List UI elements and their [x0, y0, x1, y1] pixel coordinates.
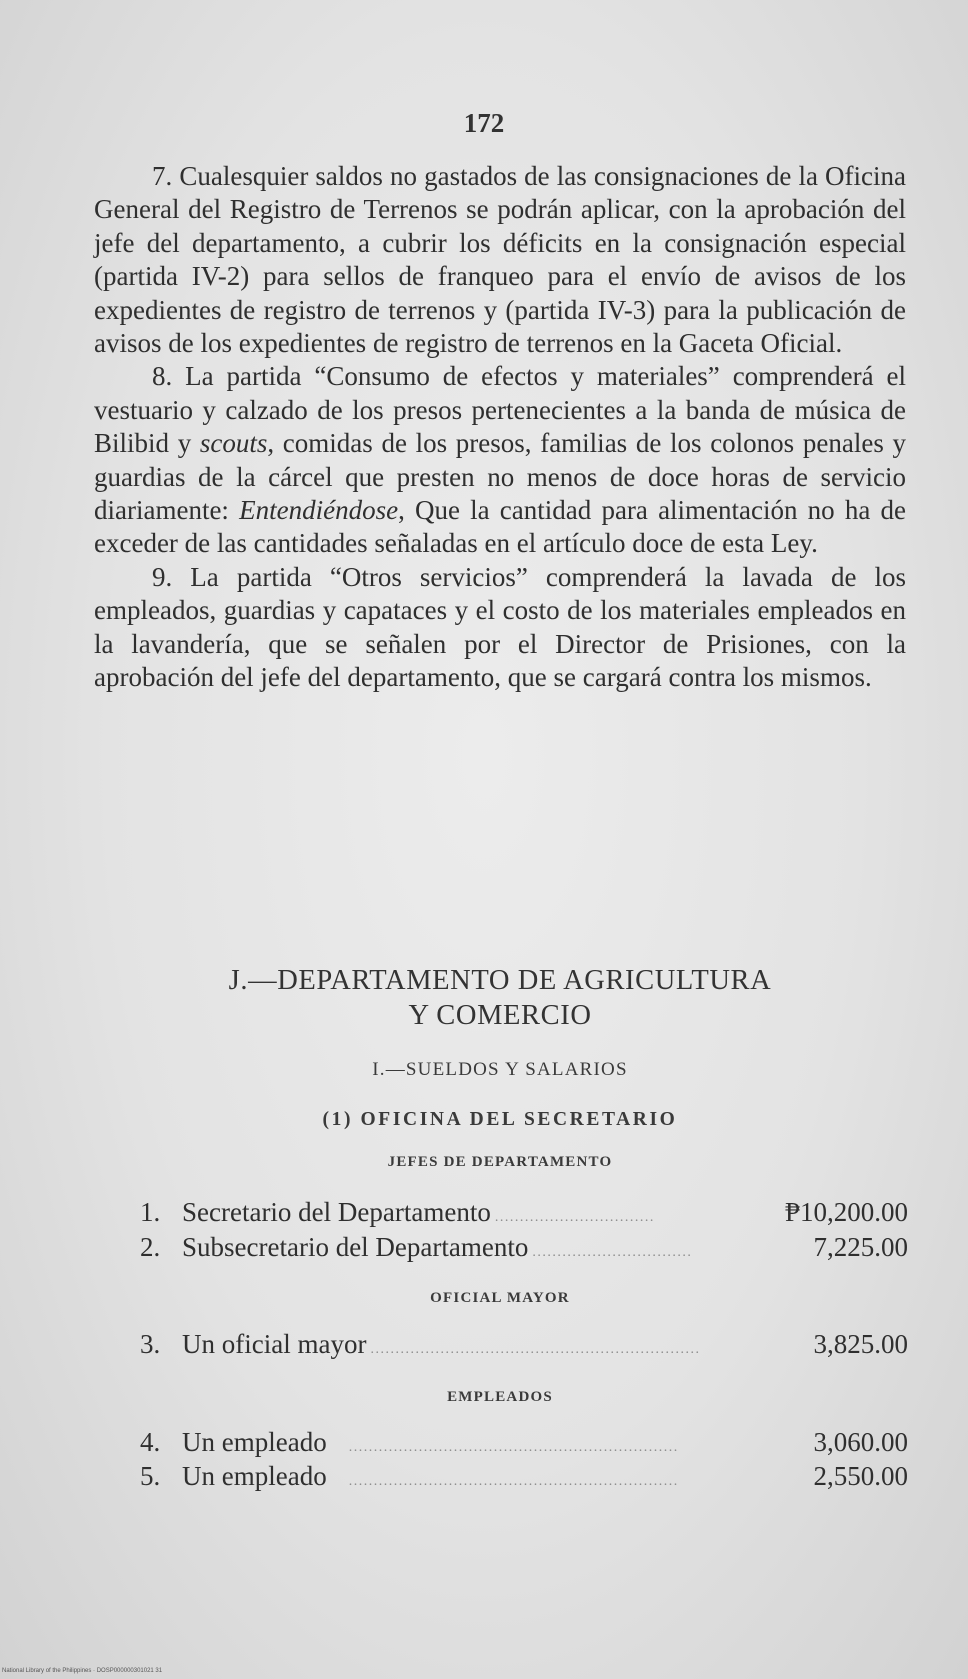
section-title-line2: Y COMERCIO	[408, 1000, 592, 1031]
paragraph-8-italic-scouts: scouts	[199, 428, 268, 459]
leader-dots: ..................................................................	[348, 1474, 679, 1489]
section-title-line1: J.—DEPARTAMENTO DE AGRICULTURA	[228, 965, 772, 996]
row-number: 3.	[140, 1329, 161, 1359]
budget-row	[140, 1197, 908, 1231]
leader-dots: ..................................................................	[370, 1342, 701, 1357]
row-label: Un empleado	[182, 1461, 327, 1491]
group-heading-jefes: JEFES DE DEPARTAMENTO	[387, 1154, 613, 1170]
row-number: 1.	[140, 1197, 161, 1227]
group-heading-oficial-mayor: OFICIAL MAYOR	[430, 1290, 570, 1306]
row-label: Un empleado	[182, 1427, 327, 1457]
section-heading	[94, 963, 906, 1033]
row-amount: 3,825.00	[813, 1329, 908, 1359]
scan-footer: National Library of the Philippines · DOSP000000301021 31	[2, 1668, 163, 1674]
group-heading-empleados: EMPLEADOS	[447, 1389, 553, 1405]
page-number: 172	[463, 108, 505, 138]
budget-row	[140, 1329, 908, 1363]
paragraph-8-text: 8. La partida “Consumo de efectos y materiales” comprenderá el vestuario y calzado de los presos pertenecientes a la banda de música de Bilibid y	[94, 361, 906, 459]
paragraph-8-text-cont: , comidas de los presos, familias de los colonos penales y guardias de la cárcel que presten no menos de doce horas de servicio diariamente:	[94, 428, 906, 526]
budget-row	[140, 1232, 908, 1266]
row-amount: ₱10,200.00	[784, 1197, 908, 1227]
row-amount: 3,060.00	[813, 1427, 908, 1457]
subsection-heading: I.—SUELDOS Y SALARIOS	[372, 1059, 628, 1080]
leader-dots: ..................................................................	[348, 1440, 679, 1455]
paragraph-8	[94, 360, 906, 560]
row-label: Secretario del Departamento	[182, 1197, 491, 1227]
row-amount: 2,550.00	[813, 1461, 908, 1491]
paragraph-7	[94, 160, 906, 360]
leader-dots: ................................	[494, 1210, 655, 1225]
row-number: 5.	[140, 1461, 161, 1491]
budget-row	[140, 1427, 908, 1461]
paragraph-9	[94, 561, 906, 695]
body-text	[94, 160, 906, 695]
paragraph-8-italic-proviso: Entendiéndose	[239, 495, 399, 526]
paragraph-8-text-end: , Que la cantidad para alimentación no ha de exceder de las cantidades señaladas en el artículo doce de esta Ley.	[94, 495, 906, 559]
row-label: Un oficial mayor	[182, 1329, 367, 1359]
row-number: 4.	[140, 1427, 161, 1457]
row-label: Subsecretario del Departamento	[182, 1232, 529, 1262]
leader-dots: ................................	[532, 1245, 693, 1260]
paragraph-9-text: 9. La partida “Otros servicios” comprenderá la lavada de los empleados, guardias y capataces y el costo de los materiales empleados en la lavandería, que se señalen por el Director de Prisiones, con la aprobación del jefe del departamento, que se cargará contra los mismos.	[94, 561, 906, 693]
row-number: 2.	[140, 1232, 161, 1262]
paragraph-7-text: 7. Cualesquier saldos no gastados de las consignaciones de la Oficina General del Registro de Terrenos se podrán aplicar, con la aprobación del jefe del departamento, a cubrir los déficits en la consignación especial (partida IV-2) para sellos de franqueo para el envío de avisos de los expedientes de registro de terrenos y (partida IV-3) para la publicación de avisos de los expedientes de registro de terrenos en la Gaceta Oficial.	[94, 161, 906, 359]
budget-row	[140, 1461, 908, 1495]
row-amount: 7,225.00	[813, 1232, 908, 1262]
office-heading: (1) OFICINA DEL SECRETARIO	[322, 1109, 678, 1130]
